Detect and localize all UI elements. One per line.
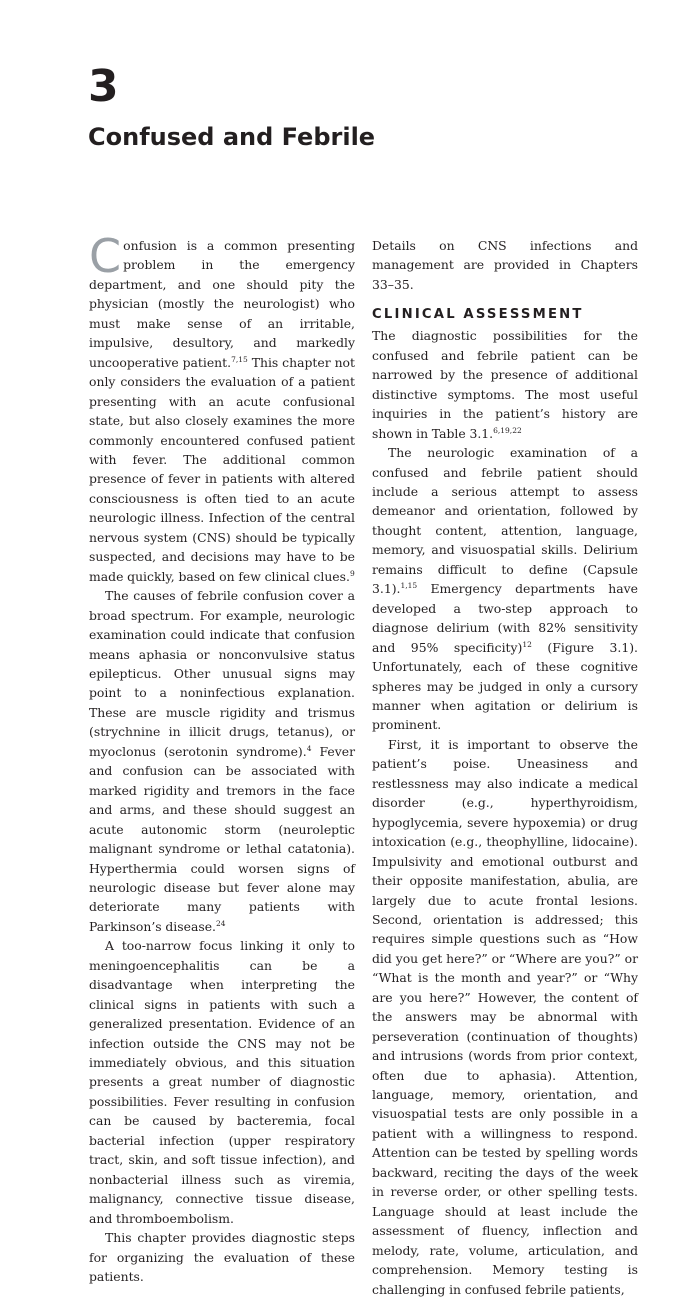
paragraph-text: The diagnostic possibilities for the confused and febrile patient can be narrowed by the presence of additional distinctive symptoms. The most useful inquiries in the patient’s history are shown in Table 3.1. <box>372 328 638 441</box>
paragraph-diagnostic <box>372 326 638 443</box>
left-column <box>89 229 355 1286</box>
reference-superscript: 7,15 <box>231 354 248 364</box>
paragraph-text: Fever and confusion can be associated with marked rigidity and tremors in the face and arms, and these should suggest an acute autonomic storm (neuroleptic malignant syndrome or lethal catatonia). Hyperthermia could worsen signs of neurologic disease but fever alone may deteriorate many patients with Parkinson’s disease. <box>89 743 355 934</box>
right-column <box>372 236 638 1299</box>
chapter-number: 3 <box>88 61 119 112</box>
paragraph-text: (Figure 3.1). Unfortunately, each of these cognitive spheres may be judged in only a cursory manner when agitation or delirium is prominent. <box>372 639 638 733</box>
section-heading: CLINICAL ASSESSMENT <box>372 307 584 323</box>
paragraph-causes <box>89 586 355 936</box>
chapter-title: Confused and Febrile <box>88 123 376 151</box>
paragraph-focus: A too-narrow focus linking it only to meningoencephalitis can be a disadvantage when interpreting the clinical signs in patients with such a generalized presentation. Evidence of an infection outside the CNS may not be immediately obvious, and this situation presents a great number of diagnostic possibilities. Fever resulting in confusion can be caused by bacteremia, focal bacterial infection (upper respiratory tract, skin, and soft tissue infection), and nonbacterial illness such as viremia, malignancy, connective tissue disease, and thromboembolism. <box>89 938 355 1226</box>
paragraph-details: Details on CNS infections and management are provided in Chapters 33–35. <box>372 238 638 292</box>
reference-superscript: 12 <box>522 639 532 649</box>
reference-superscript: 9 <box>349 568 355 578</box>
paragraph-text: Emergency departments have developed a two-step approach to diagnose delirium (with 82% sensitivity and 95% specificity) <box>372 581 638 655</box>
reference-superscript: 24 <box>215 918 226 928</box>
paragraph-intro <box>89 229 355 586</box>
paragraph-examination <box>372 443 638 735</box>
paragraph-text: The neurologic examination of a confused and febrile patient should include a serious attempt to assess demeanor and orientation, followed by thought content, attention, language, memory, and visuospatial skills. Delirium remains difficult to define (Capsule 3.1). <box>372 445 638 597</box>
reference-superscript: 1,15 <box>400 581 418 591</box>
paragraph-text: The causes of febrile confusion cover a broad spectrum. For example, neurologic examination could indicate that confusion means aphasia or nonconvulsive status epilepticus. Other unusual signs may point to a noninfectious explanation. These are muscle rigidity and trismus (strychnine in illicit drugs, tetanus), or myoclonus (serotonin syndrome). <box>89 588 355 759</box>
drop-cap: C <box>89 229 122 283</box>
paragraph-observe: First, it is important to observe the patient’s poise. Uneasiness and restlessness may also indicate a medical disorder (e.g., hyperthyroidism, hypoglycemia, severe hypoxemia) or drug intoxication (e.g., theophylline, lidocaine). Impulsivity and emotional outburst and their opposite manifestation, abulia, are largely due to acute frontal lesions. Second, orientation is addressed; this requires simple questions such as “How did you get here?” or “Where are you?” or “What is the month and year?” or “Why are you here?” However, the content of the answers may be abnormal with perseveration (continuation of thoughts) and intrusions (words from prior context, often due to aphasia). Attention, language, memory, orientation, and visuospatial tests are only possible in a patient with a willingness to respond. Attention can be tested by spelling words backward, reciting the days of the week in reverse order, or other spelling tests. Language should at least include the assessment of fluency, inflection and melody, rate, volume, articulation, and comprehension. Memory testing is challenging in confused febrile patients, <box>372 736 638 1297</box>
reference-superscript: 4 <box>306 743 312 753</box>
paragraph-steps: This chapter provides diagnostic steps for organizing the evaluation of these patients. <box>89 1230 355 1285</box>
paragraph-text: onfusion is a common presenting problem in the emergency department, and one should pity the physician (mostly the neurologist) who must make sense of an irritable, impulsive, desultory, and markedly uncooperative patient. <box>89 238 355 370</box>
paragraph-text: This chapter not only considers the evaluation of a patient presenting with an acute confusional state, but also closely examines the more commonly encountered confused patient with fever. The additional common presence of fever in patients with altered consciousness is often tied to an acute neurologic illness. Infection of the central nervous system (CNS) should be typically suspected, and decisions may have to be made quickly, based on few clinical clues. <box>89 354 355 584</box>
reference-superscript: 6,19,22 <box>493 425 522 435</box>
